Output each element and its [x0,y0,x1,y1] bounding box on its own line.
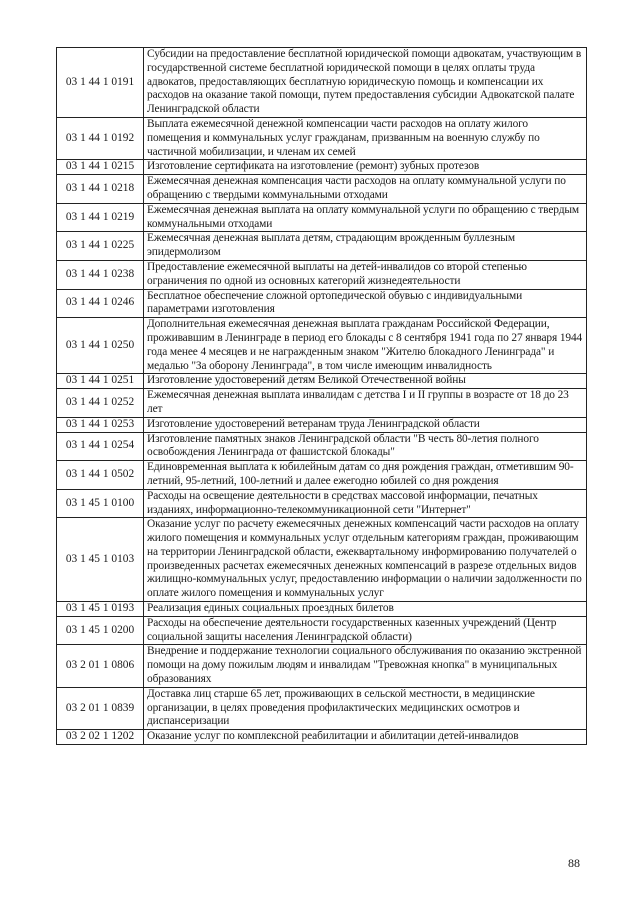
budget-code-cell: 03 1 45 1 0200 [57,616,144,645]
expense-description-cell: Оказание услуг по комплексной реабилитации и абилитации детей-инвалидов [144,730,587,745]
budget-code-cell: 03 1 44 1 0191 [57,48,144,118]
budget-code-cell: 03 1 44 1 0219 [57,203,144,232]
table-row [57,232,587,261]
table-row [57,489,587,518]
table-row [57,160,587,175]
budget-code-cell: 03 1 44 1 0253 [57,417,144,432]
budget-code-cell: 03 1 44 1 0218 [57,175,144,204]
budget-code-cell: 03 1 44 1 0250 [57,318,144,374]
budget-code-cell: 03 2 02 1 1202 [57,730,144,745]
expense-description-cell: Ежемесячная денежная выплата инвалидам с детства I и II группы в возрасте от 18 до 23 лет [144,389,587,418]
page-number: 88 [568,856,580,870]
expense-description-cell: Изготовление удостоверений детям Великой Отечественной войны [144,374,587,389]
expense-description-cell: Изготовление памятных знаков Ленинградской области "В честь 80-летия полного освобождения Ленинграда от фашистской блокады" [144,432,587,461]
budget-code-cell: 03 1 44 1 0502 [57,461,144,490]
table-row [57,518,587,602]
expense-description-cell: Дополнительная ежемесячная денежная выплата гражданам Российской Федерации, проживавшим в Ленинграде в период его блокады с 8 сентября 1941 года по 27 января 1944 года менее 4 месяцев и не награжденным знаком "Жителю блокадного Ленинграда" и медалью "За оборону Ленинграда", в том числе имеющим инвалидность [144,318,587,374]
expense-description-cell: Внедрение и поддержание технологии социального обслуживания по оказанию экстренной помощи на дому пожилым людям и инвалидам "Тревожная кнопка" в муниципальных образованиях [144,645,587,687]
table-row [57,374,587,389]
table-row [57,687,587,729]
budget-code-cell: 03 2 01 1 0806 [57,645,144,687]
budget-code-cell: 03 1 44 1 0238 [57,260,144,289]
budget-code-cell: 03 1 45 1 0103 [57,518,144,602]
table-row [57,117,587,159]
expense-description-cell: Расходы на обеспечение деятельности государственных казенных учреждений (Центр социальной защиты населения Ленинградской области) [144,616,587,645]
table-row [57,389,587,418]
expense-description-cell: Ежемесячная денежная выплата на оплату коммунальной услуги по обращению с твердым коммунальными отходами [144,203,587,232]
table-row [57,175,587,204]
budget-code-cell: 03 1 44 1 0251 [57,374,144,389]
table-row [57,417,587,432]
budget-code-cell: 03 1 44 1 0254 [57,432,144,461]
table-row [57,602,587,617]
expense-description-cell: Изготовление удостоверений ветеранам труда Ленинградской области [144,417,587,432]
expense-description-cell: Бесплатное обеспечение сложной ортопедической обувью с индивидуальными параметрами изготовления [144,289,587,318]
table-row [57,645,587,687]
budget-code-cell: 03 1 44 1 0215 [57,160,144,175]
table-row [57,730,587,745]
expense-description-cell: Изготовление сертификата на изготовление (ремонт) зубных протезов [144,160,587,175]
budget-code-cell: 03 2 01 1 0839 [57,687,144,729]
expense-description-cell: Расходы на освещение деятельности в средствах массовой информации, печатных изданиях, информационно-телекоммуникационной сети "Интернет" [144,489,587,518]
expense-description-cell: Единовременная выплата к юбилейным датам со дня рождения граждан, отметившим 90-летний, 95-летний, 100-летний и далее ежегодно юбилей со дня рождения [144,461,587,490]
expense-description-cell: Ежемесячная денежная выплата детям, страдающим врожденным буллезным эпидермолизом [144,232,587,261]
table-row [57,203,587,232]
budget-code-cell: 03 1 44 1 0246 [57,289,144,318]
budget-code-cell: 03 1 44 1 0225 [57,232,144,261]
budget-code-cell: 03 1 45 1 0100 [57,489,144,518]
budget-code-cell: 03 1 45 1 0193 [57,602,144,617]
expense-description-cell: Реализация единых социальных проездных билетов [144,602,587,617]
table-row [57,48,587,118]
expense-description-cell: Ежемесячная денежная компенсация части расходов на оплату коммунальной услуги по обращению с твердыми коммунальными отходами [144,175,587,204]
table-row [57,260,587,289]
table-row [57,432,587,461]
budget-code-cell: 03 1 44 1 0252 [57,389,144,418]
expense-description-cell: Оказание услуг по расчету ежемесячных денежных компенсаций части расходов на оплату жилого помещения и коммунальных услуг отдельным категориям граждан, проживающим на территории Ленинградской области, ежеквартальному информированию получателей о произведенных расчетах ежемесячных денежных компенсаций в разрезе отдельных видов жилищно-коммунальных услуг, предоставлению информации о наличии задолженности по оплате жилого помещения и коммунальных услуг [144,518,587,602]
expense-description-cell: Доставка лиц старше 65 лет, проживающих в сельской местности, в медицинские организации, в целях проведения профилактических медицинских осмотров и диспансеризации [144,687,587,729]
table-body [57,48,587,745]
table-row [57,461,587,490]
budget-code-cell: 03 1 44 1 0192 [57,117,144,159]
expense-description-cell: Субсидии на предоставление бесплатной юридической помощи адвокатам, участвующим в государственной системе бесплатной юридической помощи в целях оплаты труда адвокатов, предоставляющих бесплатную юридическую помощь и компенсации их расходов на оказание такой помощи, путем предоставления субсидии Адвокатской палате Ленинградской области [144,48,587,118]
budget-codes-table [56,47,587,745]
table-row [57,289,587,318]
expense-description-cell: Предоставление ежемесячной выплаты на детей-инвалидов со второй степенью ограничения по одной из основных категорий жизнедеятельности [144,260,587,289]
expense-description-cell: Выплата ежемесячной денежной компенсации части расходов на оплату жилого помещения и коммунальных услуг гражданам, призванным на военную службу по частичной мобилизации, и членам их семей [144,117,587,159]
table-row [57,318,587,374]
table-row [57,616,587,645]
